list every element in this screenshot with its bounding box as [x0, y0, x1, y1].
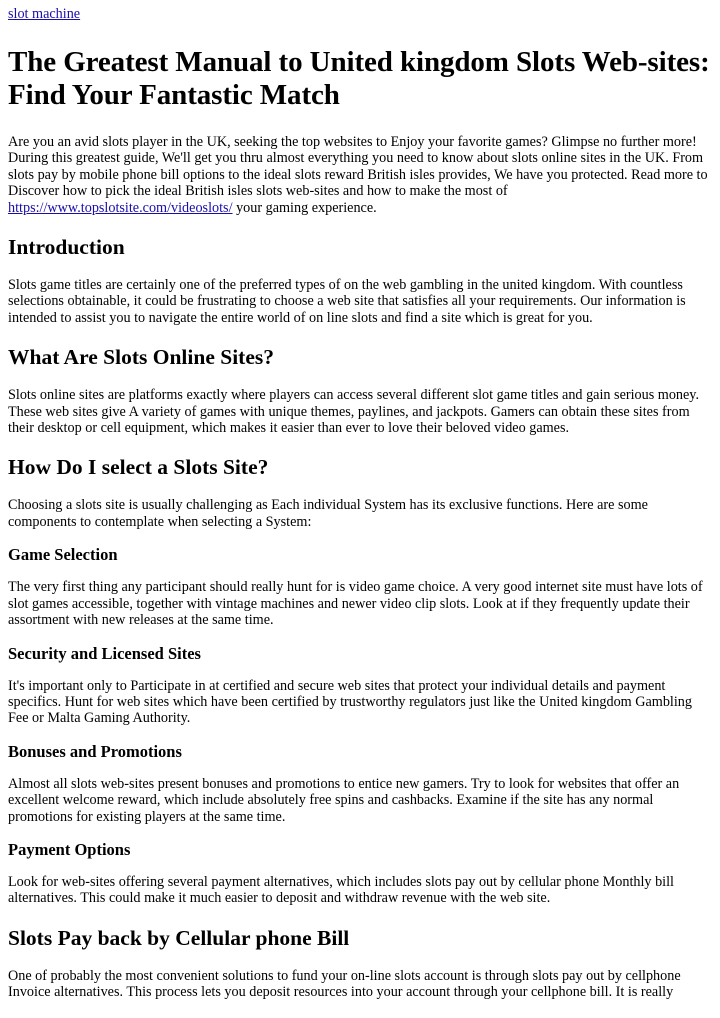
heading-game-selection: Game Selection [8, 545, 118, 565]
heading-introduction: Introduction [8, 235, 125, 260]
heading-what-are-slots-sites: What Are Slots Online Sites? [8, 345, 274, 370]
intro-paragraph [8, 134, 712, 216]
topslotsite-link[interactable]: https://www.topslotsite.com/videoslots/ [8, 199, 233, 216]
payment-options-paragraph: Look for web-sites offering several payment alternatives, which includes slots pay out by cellular phone Monthly bill alternatives. This could make it much easier to deposit and withdraw revenue with the web site. [8, 873, 674, 907]
heading-slots-pay-by-phone-bill: Slots Pay back by Cellular phone Bill [8, 925, 350, 950]
bonuses-promotions-paragraph: Almost all slots web-sites present bonuses and promotions to entice new gamers. Try to look for websites that offer an excellent welcome reward, which include absolutely free spins and cashbacks. Examine if the site has any normal promotions for existing players at the same time. [8, 775, 680, 825]
slot-machine-link[interactable]: slot machine [8, 6, 81, 22]
how-select-slots-site-paragraph: Choosing a slots site is usually challenging as Each individual System has its exclusive functions. Here are some components to contemplate when selecting a System: [8, 497, 648, 530]
heading-payment-options: Payment Options [8, 839, 131, 859]
security-licensed-sites-paragraph: It's important only to Participate in at certified and secure web sites that protect your individual details and payment specifics. Hunt for web sites which have been certified by trustworthy regulators just like the United kingdom Gambling Fee or Malta Gaming Authority. [8, 677, 692, 727]
intro-text-before: Are you an avid slots player in the UK, seeking the top websites to Enjoy your favorite games? Glimpse no further more! During this greatest guide, We'll get you thru almost everything you need to know about slots online sites in the UK. From slots pay by mobile phone bill options to the ideal slots reward British isles provides, We have you protected. Read more to Discover how to pick the ideal British isles slots web-sites and how to make the most of [8, 134, 708, 200]
introduction-paragraph: Slots game titles are certainly one of the preferred types of on the web gambling in the united kingdom. With countless selections obtainable, it could be frustrating to choose a web site that satisfies all your requirements. Our information is intended to assist you to navigate the entire world of on line slots and find a site which is great for you. [8, 277, 686, 326]
heading-how-select-slots-site: How Do I select a Slots Site? [8, 455, 269, 480]
heading-bonuses-promotions: Bonuses and Promotions [8, 741, 182, 761]
slots-pay-by-phone-bill-paragraph: One of probably the most convenient solutions to fund your on-line slots account is through slots pay out by cellphone Invoice alternatives. This process lets you deposit resources into your account through your cellphone bill. It is really [8, 967, 681, 1001]
what-are-slots-sites-paragraph: Slots online sites are platforms exactly where players can access several different slot game titles and gain serious money. These web sites give A variety of games with unique themes, paylines, and jackpots. Gamers can obtain these sites from their desktop or cell equipment, which makes it easier than ever to love their beloved video games. [8, 387, 700, 437]
heading-security-licensed-sites: Security and Licensed Sites [8, 643, 201, 663]
intro-text-after: your gaming experience. [232, 199, 377, 216]
game-selection-paragraph: The very first thing any participant should really hunt for is video game choice. A very good internet site must have lots of slot games accessible, together with vintage machines and newer video clip slots. Look at if they frequently update their assortment with new releases at the same time. [8, 579, 703, 629]
page-title: The Greatest Manual to United kingdom Slots Web-sites: Find Your Fantastic Match [8, 46, 710, 111]
